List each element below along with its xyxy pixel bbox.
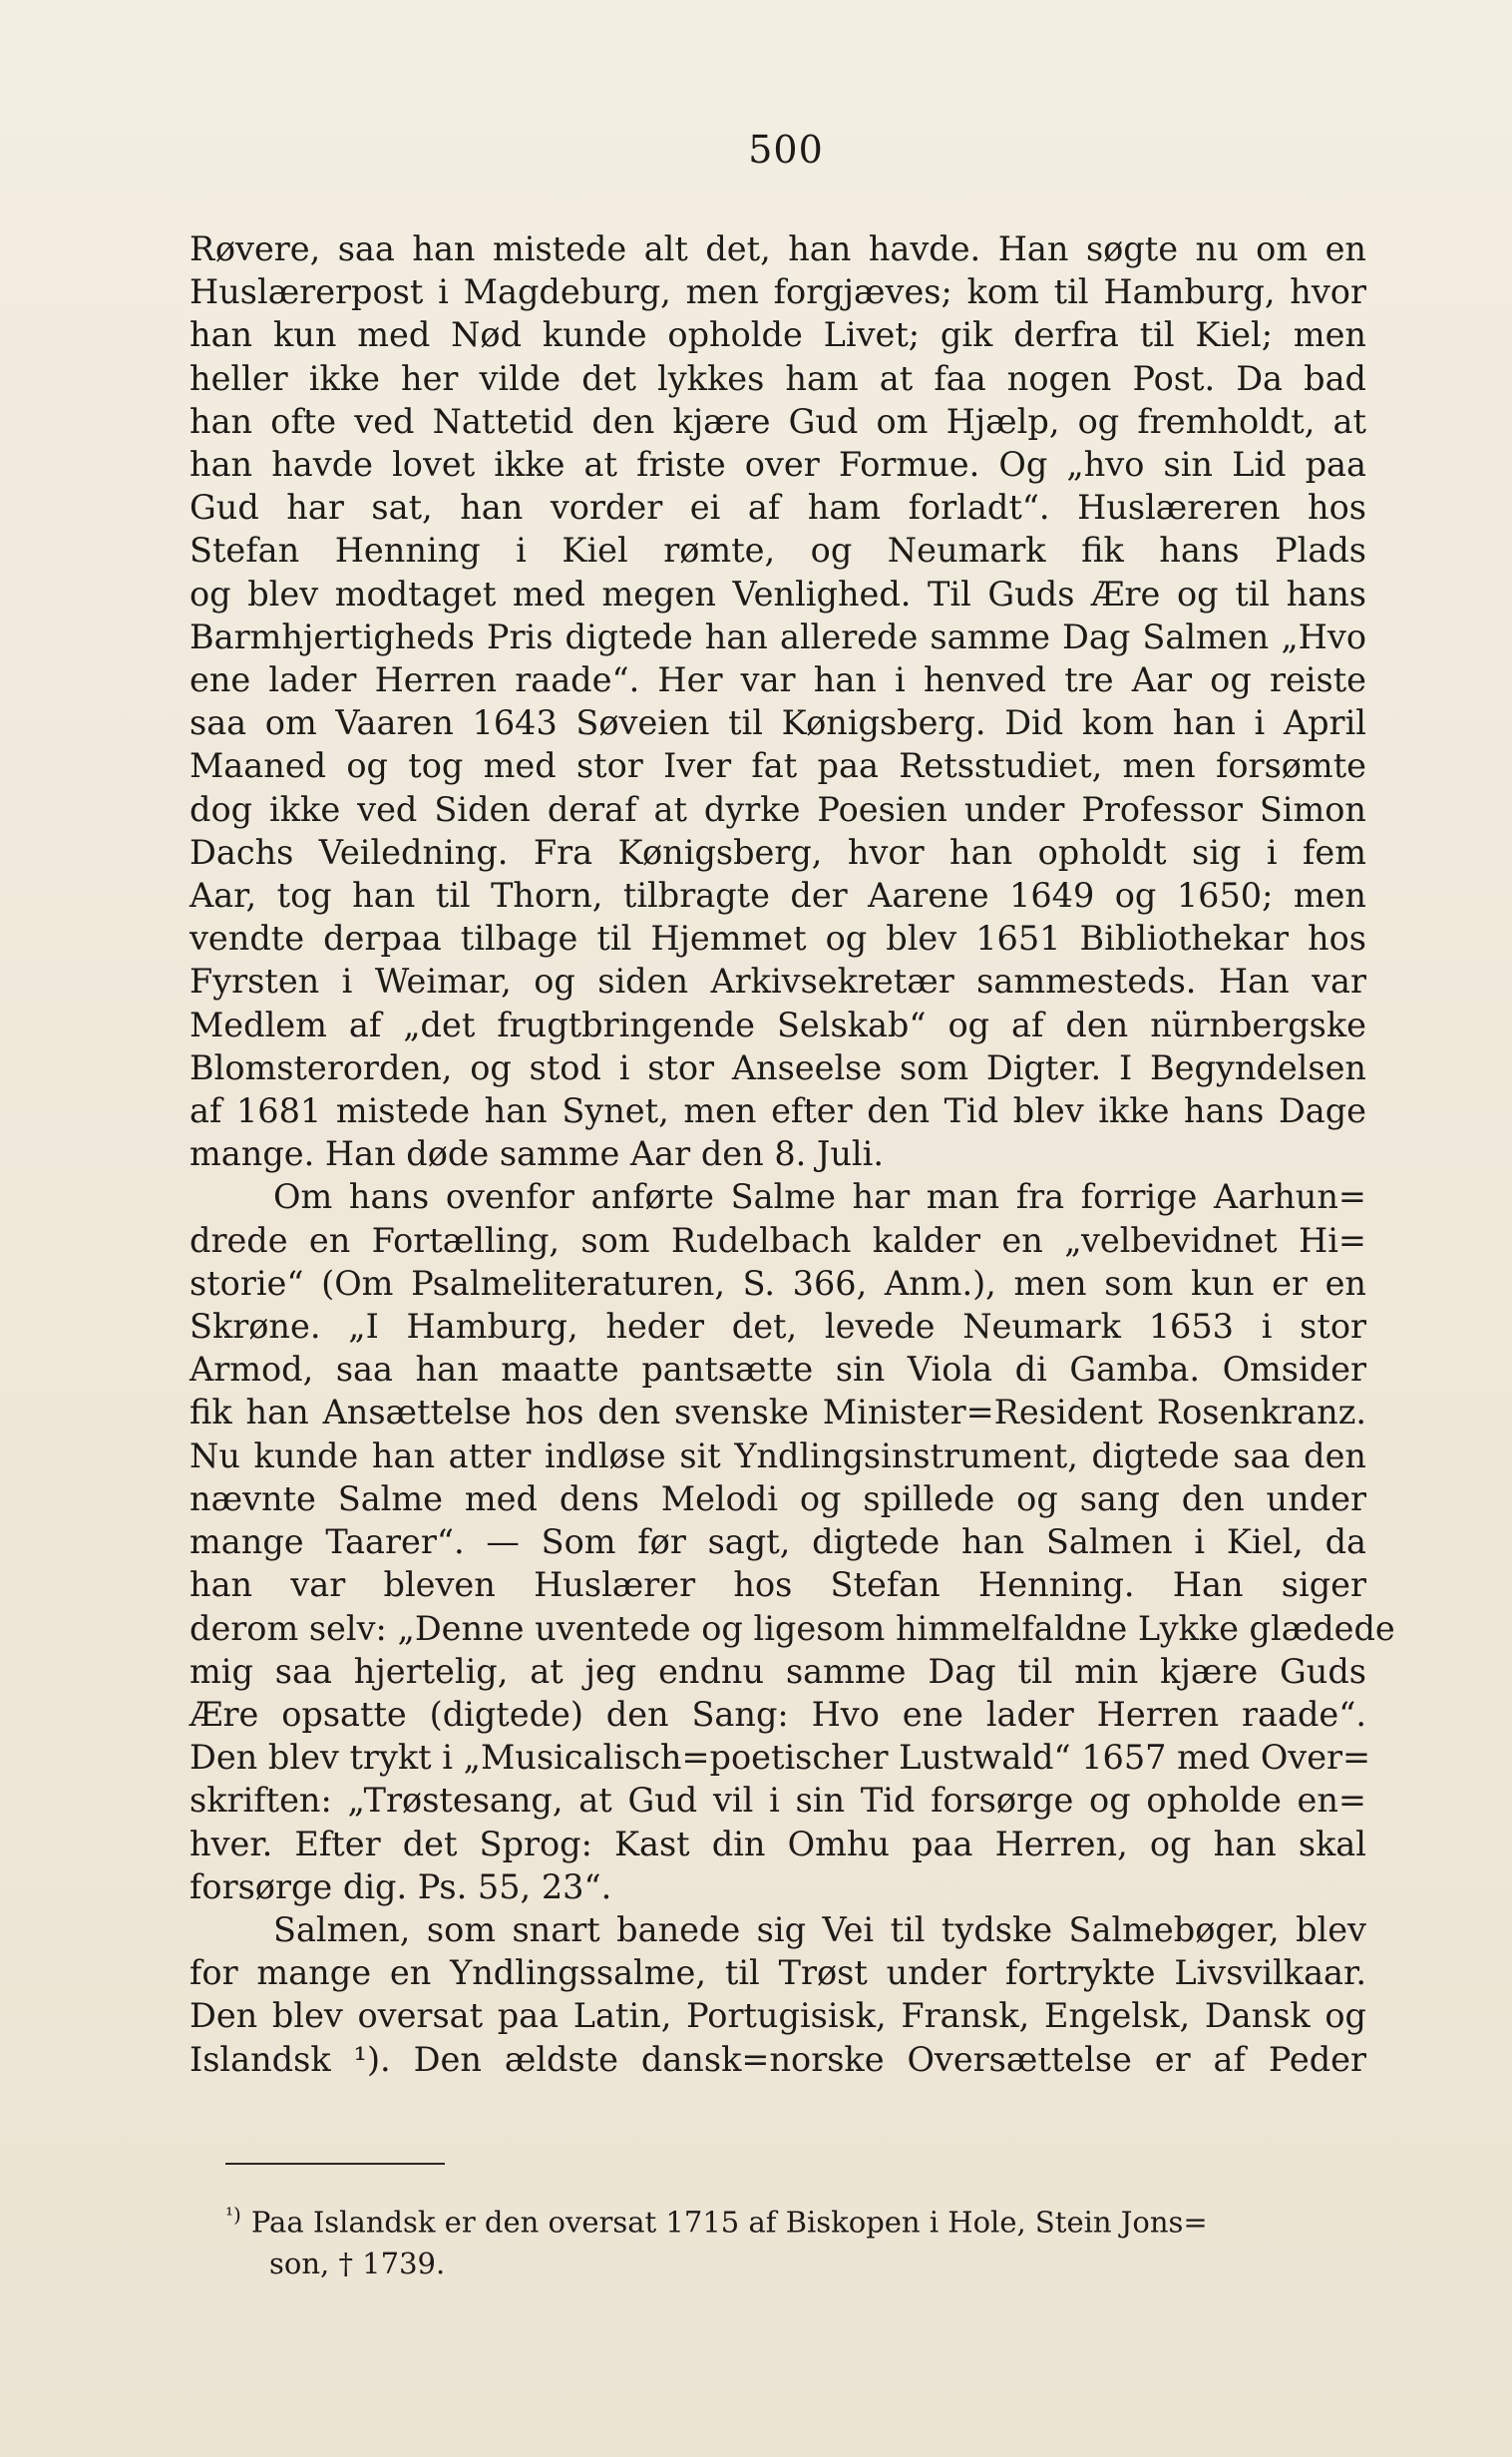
text-line: Barmhjertigheds Pris digtede han allerede samme Dag Salmen „Hvo [189, 616, 1366, 656]
text-line: Røvere, saa han mistede alt det, han havde. Han søgte nu om en [189, 229, 1366, 268]
text-line: Nu kunde han atter indløse sit Yndlingsinstrument, digtede saa den [189, 1435, 1366, 1475]
text-line: mange Taarer“. — Som før sagt, digtede han Salmen i Kiel, da [189, 1522, 1366, 1562]
footnote [225, 2195, 1358, 2284]
text-line: hver. Efter det Sprog: Kast din Omhu paa Herren, og han skal [189, 1824, 1366, 1863]
footnote-line [225, 2195, 1358, 2244]
text-line: vendte derpaa tilbage til Hjemmet og blev 1651 Bibliothekar hos [189, 919, 1366, 959]
text-line: Den blev trykt i „Musicalisch=poetischer Lustwald“ 1657 med Over= [189, 1738, 1371, 1778]
text-line: Stefan Henning i Kiel rømte, og Neumark fik hans Plads [189, 531, 1366, 571]
text-line: Den blev oversat paa Latin, Portugisisk, Fransk, Engelsk, Dansk og [189, 1996, 1366, 2036]
text-line: saa om Vaaren 1643 Søveien til Kønigsberg. Did kom han i April [189, 703, 1366, 743]
page-number: 500 [748, 128, 824, 172]
text-line: Om hans ovenfor anførte Salme har man fra forrige Aarhun= [273, 1177, 1366, 1217]
text-line: Blomsterorden, og stod i stor Anseelse som Digter. I Begyndelsen [189, 1047, 1366, 1087]
footnote-marker: ¹) [225, 2203, 241, 2227]
text-line: forsørge dig. Ps. 55, 23“. [189, 1866, 612, 1906]
text-line: Fyrsten i Weimar, og siden Arkivsekretær sammesteds. Han var [189, 962, 1366, 1002]
text-line: Medlem af „det frugtbringende Selskab“ og af den nürnbergske [189, 1005, 1366, 1044]
text-line: Salmen, som snart banede sig Vei til tydske Salmebøger, blev [273, 1909, 1366, 1949]
footnote-line: son, † 1739. [269, 2246, 446, 2280]
text-line: ene lader Herren raade“. Her var han i henved tre Aar og reiste [189, 660, 1366, 700]
text-line: mig saa hjertelig, at jeg endnu samme Dag til min kjære Guds [189, 1651, 1366, 1691]
text-line: skriften: „Trøstesang, at Gud vil i sin Tid forsørge og opholde en= [189, 1781, 1366, 1821]
text-line: dog ikke ved Siden deraf at dyrke Poesien under Professor Simon [189, 789, 1366, 829]
text-line: Huslærerpost i Magdeburg, men forgjæves; kom til Hamburg, hvor [189, 272, 1366, 312]
text-line: og blev modtaget med megen Venlighed. Til Guds Ære og til hans [189, 574, 1366, 614]
text-line: Skrøne. „I Hamburg, heder det, levede Neumark 1653 i stor [189, 1307, 1366, 1347]
text-line: fik han Ansættelse hos den svenske Minister=Resident Rosenkranz. [189, 1393, 1366, 1433]
text-line: Armod, saa han maatte pantsætte sin Viola di Gamba. Omsider [189, 1350, 1366, 1390]
text-line: mange. Han døde samme Aar den 8. Juli. [189, 1134, 885, 1174]
text-line: han kun med Nød kunde opholde Livet; gik derfra til Kiel; men [189, 315, 1366, 355]
text-line: han ofte ved Nattetid den kjære Gud om Hjælp, og fremholdt, at [189, 401, 1366, 441]
text-line: drede en Fortælling, som Rudelbach kalder en „velbevidnet Hi= [189, 1220, 1366, 1260]
text-line: for mange en Yndlingssalme, til Trøst under fortrykte Livsvilkaar. [189, 1953, 1366, 1993]
text-line: storie“ (Om Psalmeliteraturen, S. 366, Anm.), men som kun er en [189, 1263, 1366, 1303]
text-line: Gud har sat, han vorder ei af ham forladt“. Huslæreren hos [189, 488, 1366, 528]
text-line: heller ikke her vilde det lykkes ham at faa nogen Post. Da bad [189, 358, 1366, 398]
footnote-divider [225, 2163, 445, 2165]
body-text [189, 227, 1395, 2081]
text-line: Islandsk ¹). Den ældste dansk=norske Oversættelse er af Peder [189, 2039, 1366, 2079]
text-line: af 1681 mistede han Synet, men efter den Tid blev ikke hans Dage [189, 1091, 1366, 1131]
text-line: Aar, tog han til Thorn, tilbragte der Aarene 1649 og 1650; men [189, 876, 1366, 916]
text-line: Maaned og tog med stor Iver fat paa Retsstudiet, men forsømte [189, 746, 1366, 786]
footnote-text: Paa Islandsk er den oversat 1715 af Biskopen i Hole, Stein Jons= [250, 2205, 1208, 2240]
text-line: han havde lovet ikke at friste over Formue. Og „hvo sin Lid paa [189, 445, 1366, 485]
text-line: Ære opsatte (digtede) den Sang: Hvo ene lader Herren raade“. [189, 1694, 1366, 1734]
text-line: derom selv: „Denne uventede og ligesom himmelfaldne Lykke glædede [189, 1608, 1395, 1648]
text-line: nævnte Salme med dens Melodi og spillede og sang den under [189, 1478, 1366, 1518]
text-line: han var bleven Huslærer hos Stefan Henning. Han siger [189, 1565, 1366, 1605]
text-line: Dachs Veiledning. Fra Kønigsberg, hvor han opholdt sig i fem [189, 832, 1366, 872]
